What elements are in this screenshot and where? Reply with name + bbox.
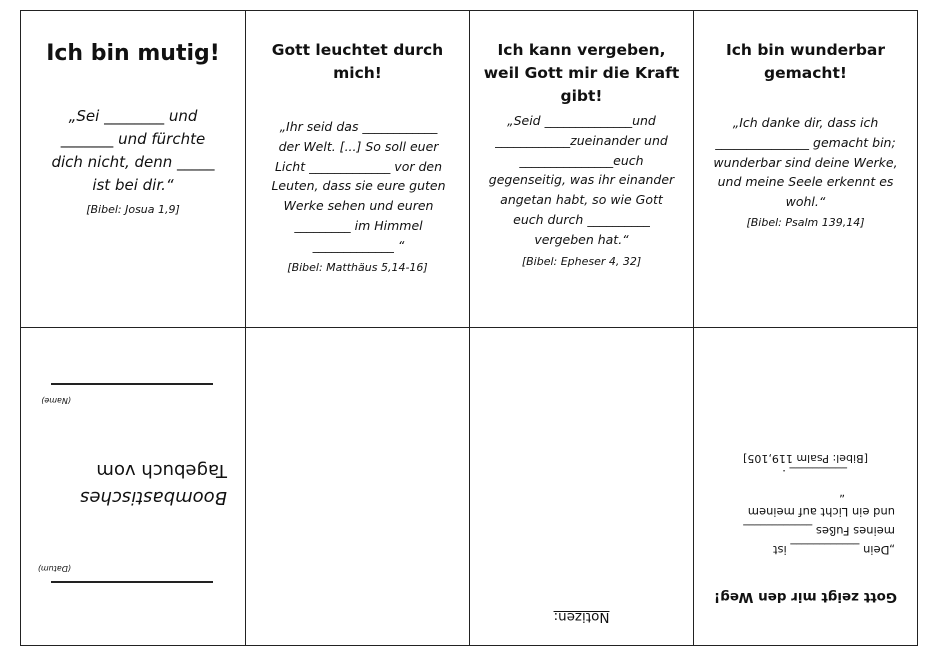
card-reference: [Bibel: Psalm 139,14] <box>746 216 865 229</box>
card-reference: [Bibel: Matthäus 5,14-16] <box>287 261 428 274</box>
card-reference: [Bibel: Epheser 4, 32] <box>521 255 642 268</box>
blank-panel <box>245 327 470 646</box>
verse-line: “ <box>839 486 845 500</box>
card-wunderbar <box>693 10 918 328</box>
card-title: Ich bin wunderbar gemacht! <box>725 41 886 82</box>
card-title: Ich kann vergeben, weil Gott mir die Kraft gibt! <box>483 41 680 105</box>
notes-flipped <box>470 328 693 645</box>
cover-flipped <box>21 328 245 645</box>
notes-panel <box>469 327 694 646</box>
card-title: Gott leuchtet durch mich! <box>271 41 444 82</box>
name-line <box>51 581 213 583</box>
card-vergeben <box>469 10 694 328</box>
card-mutig <box>20 10 246 328</box>
date-caption: (Datum) <box>37 564 71 573</box>
card-reference: [Bibel: Josua 1,9] <box>86 203 180 216</box>
card-weg-flipped <box>694 328 917 645</box>
cover-panel <box>20 327 246 646</box>
notes-label: Notizen: <box>553 609 610 625</box>
card-verse: „Seid ______________und ____________zueinander und _______________euch gegenseitig, was ihr einander angetan habt, so wie Gott euch durch __________ vergeben hat.“ <box>488 113 675 247</box>
verse-line: „Dein ____________ ist <box>773 543 895 557</box>
card-leuchtet <box>245 10 470 328</box>
card-reference: [Bibel: Psalm 119,105] <box>743 452 868 465</box>
cover-title-line2: Tagebuch vom <box>96 460 227 481</box>
card-verse <box>724 464 895 559</box>
card-weg <box>693 327 918 646</box>
cover-title <box>39 457 227 511</box>
verse-line: __________ . <box>782 467 847 481</box>
card-title: Gott zeigt mir den Weg! <box>714 589 897 605</box>
name-caption: (Name) <box>41 396 71 405</box>
card-verse: „Ich danke dir, dass ich _______________ gemacht bin; wunderbar sind deine Werke, und meine Seele erkennt es wohl.“ <box>713 115 898 210</box>
card-verse: „Ihr seid das ____________ der Welt. [...] So soll euer Licht _____________ vor den Leuten, dass sie eure guten Werke sehen und euren _________ im Himmel _____________ “ <box>271 119 446 253</box>
verse-line: meines Fußes ____________ <box>743 524 895 538</box>
cover-title-line1: Boombastisches <box>80 487 227 508</box>
verse-line: und ein Licht auf meinem <box>747 505 895 519</box>
date-line <box>51 383 213 385</box>
card-title: Ich bin mutig! <box>46 41 220 66</box>
card-verse: „Sei ________ und _______ und fürchte dich nicht, denn _____ ist bei dir.“ <box>51 107 215 194</box>
